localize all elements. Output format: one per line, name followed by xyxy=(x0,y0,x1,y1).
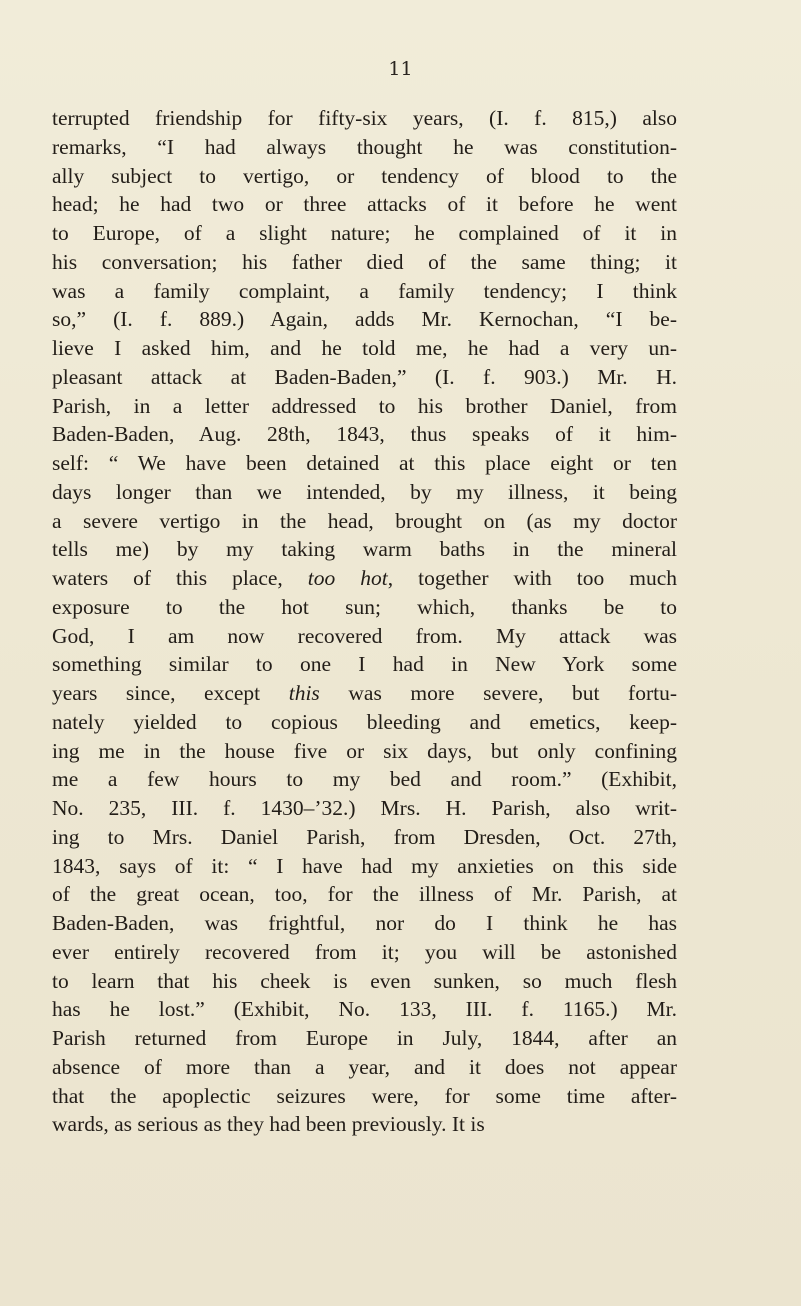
text-segment: , together with too much xyxy=(387,566,678,590)
text-line: nately yielded to copious bleeding and emetics, keep- xyxy=(52,709,677,734)
text-line: days longer than we intended, by my illness, it being xyxy=(52,479,677,504)
text-line: lieve I asked him, and he told me, he had a very un- xyxy=(52,336,677,360)
text-line: Baden-Baden, was frightful, nor do I think he has xyxy=(52,911,677,935)
text-line: a severe vertigo in the head, brought on (as my doctor xyxy=(52,508,677,533)
text-line: ing me in the house five or six days, but only confining xyxy=(52,738,677,763)
text-line: tells me) by my taking warm baths in the mineral xyxy=(52,537,677,562)
text-line: his conversation; his father died of the same thing; it xyxy=(52,249,677,274)
text-line: me a few hours to my bed and room.” (Exhibit, xyxy=(52,767,677,792)
text-line: Parish returned from Europe in July, 1844, after an xyxy=(52,1026,677,1050)
italic-phrase: this xyxy=(288,681,320,705)
text-line: exposure to the hot sun; which, thanks be to xyxy=(52,594,677,619)
text-line xyxy=(52,564,677,593)
text-line: that the apoplectic seizures were, for some time after- xyxy=(52,1083,677,1108)
italic-phrase: too hot xyxy=(307,566,388,590)
text-line: Baden-Baden, Aug. 28th, 1843, thus speaks of it him- xyxy=(52,422,677,447)
text-line: so,” (I. f. 889.) Again, adds Mr. Kernochan, “I be- xyxy=(52,307,677,332)
text-line: ever entirely recovered from it; you will be astonished xyxy=(52,939,677,964)
text-line: to learn that his cheek is even sunken, so much flesh xyxy=(52,968,677,993)
text-line: has he lost.” (Exhibit, No. 133, III. f. 1165.) Mr. xyxy=(52,997,677,1022)
text-segment: years since, except xyxy=(52,681,289,705)
text-line: ally subject to vertigo, or tendency of blood to the xyxy=(52,163,677,188)
page-number: 11 xyxy=(388,58,413,80)
text-line: 1843, says of it: “ I have had my anxieties on this side xyxy=(52,853,677,878)
text-line: of the great ocean, too, for the illness of Mr. Parish, at xyxy=(52,882,677,907)
text-line: was a family complaint, a family tendency; I think xyxy=(52,278,677,303)
text-line: self: “ We have been detained at this place eight or ten xyxy=(52,451,677,475)
text-line: remarks, “I had always thought he was constitution- xyxy=(52,134,677,159)
text-segment: waters of this place, xyxy=(52,566,308,590)
text-line: No. 235, III. f. 1430–’32.) Mrs. H. Parish, also writ- xyxy=(52,796,677,820)
text-line: wards, as serious as they had been previously. It is xyxy=(52,1112,485,1137)
text-line xyxy=(52,679,677,708)
text-line: Parish, in a letter addressed to his brother Daniel, from xyxy=(52,393,677,418)
text-line: something similar to one I had in New York some xyxy=(52,652,677,677)
text-line: ing to Mrs. Daniel Parish, from Dresden, Oct. 27th, xyxy=(52,824,677,849)
text-line: absence of more than a year, and it does not appear xyxy=(52,1054,677,1079)
text-line: pleasant attack at Baden-Baden,” (I. f. 903.) Mr. H. xyxy=(52,364,677,389)
body-text xyxy=(52,104,677,1139)
text-line: head; he had two or three attacks of it before he went xyxy=(52,192,677,217)
text-line: God, I am now recovered from. My attack was xyxy=(52,623,677,648)
text-line: terrupted friendship for fifty-six years, (I. f. 815,) also xyxy=(52,106,677,130)
text-line: to Europe, of a slight nature; he complained of it in xyxy=(52,221,677,245)
text-segment: was more severe, but fortu- xyxy=(319,681,677,705)
